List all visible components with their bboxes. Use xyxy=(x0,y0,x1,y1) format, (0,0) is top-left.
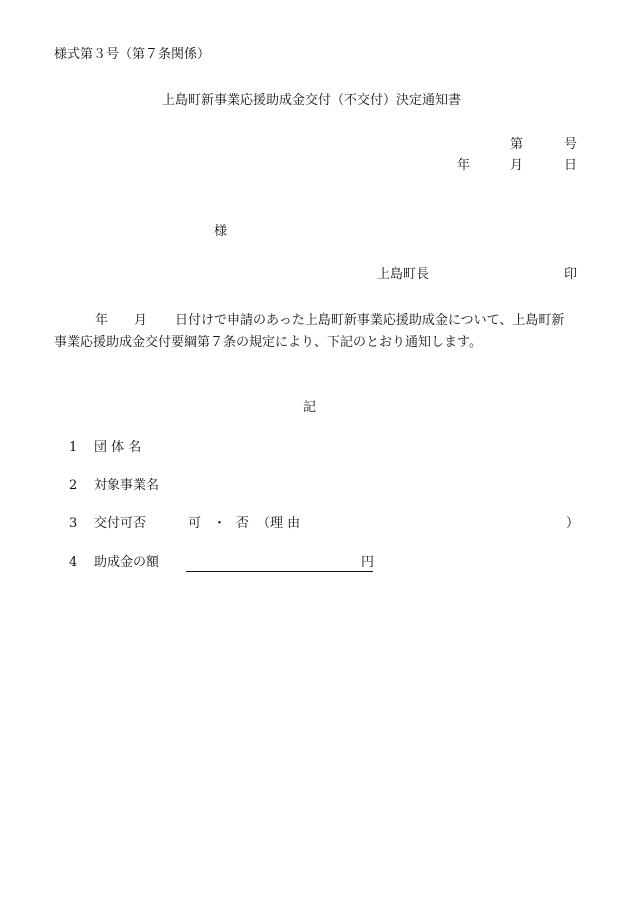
item-1-number: 1 xyxy=(69,440,78,455)
form-number: 様式第３号（第７条関係） xyxy=(54,47,211,62)
amount-underline xyxy=(186,571,373,572)
item-2-number: 2 xyxy=(69,478,78,493)
item-3-number: 3 xyxy=(69,516,78,531)
date-year-label: 年 xyxy=(457,158,471,173)
date-day-label: 日 xyxy=(564,158,578,173)
body-line-1: 日付けで申請のあった上島町新事業応援助成金について、上島町新 xyxy=(175,313,565,328)
choice-yes: 可 xyxy=(188,516,202,531)
ki-heading: 記 xyxy=(303,400,317,415)
choice-separator: ・ xyxy=(213,516,227,531)
body-line-2: 事業応援助成金交付要綱第７条の規定により、下記のとおり通知します。 xyxy=(54,335,482,350)
addressee-suffix: 様 xyxy=(214,224,228,239)
doc-number-prefix: 第 xyxy=(510,137,524,152)
body-year-label: 年 xyxy=(95,313,109,328)
item-4-number: 4 xyxy=(69,555,78,570)
doc-number-suffix: 号 xyxy=(564,137,578,152)
reason-close: ） xyxy=(566,516,580,531)
amount-unit: 円 xyxy=(361,555,375,570)
document-title: 上島町新事業応援助成金交付（不交付）決定通知書 xyxy=(162,93,462,108)
date-month-label: 月 xyxy=(510,158,524,173)
reason-open: （理 由 xyxy=(257,516,301,531)
choice-no: 否 xyxy=(236,516,250,531)
item-2-label: 対象事業名 xyxy=(94,478,160,493)
seal-mark: 印 xyxy=(564,267,578,282)
body-month-label: 月 xyxy=(134,313,148,328)
item-4-label: 助成金の額 xyxy=(94,555,160,570)
item-1-label: 団 体 名 xyxy=(94,440,142,455)
item-3-label: 交付可否 xyxy=(94,516,147,531)
issuer-name: 上島町長 xyxy=(377,267,430,282)
